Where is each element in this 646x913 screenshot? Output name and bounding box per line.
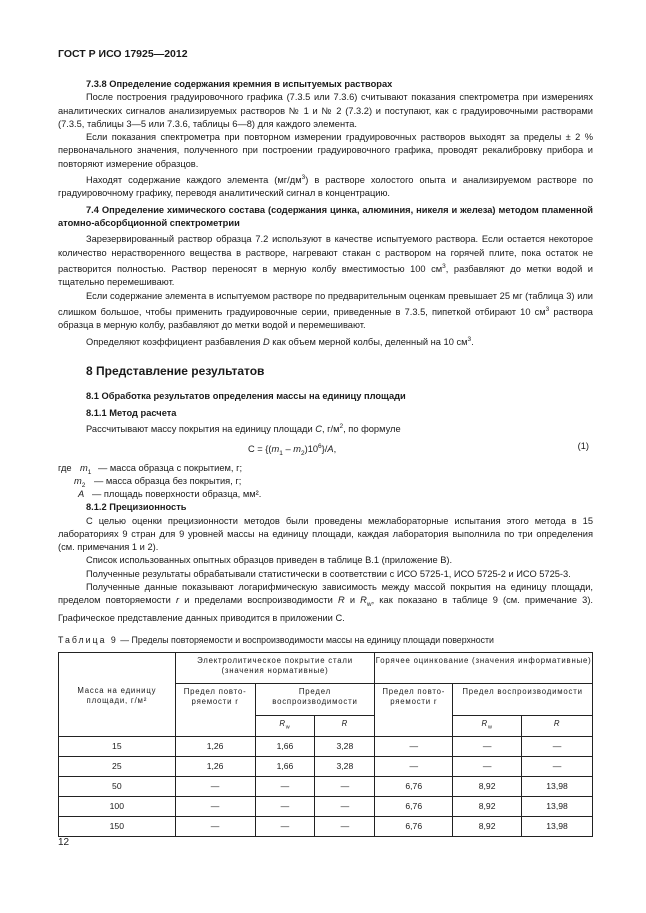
table-cell: —	[175, 797, 255, 817]
table-cell: —	[375, 757, 453, 777]
table-cell: 1,66	[255, 737, 315, 757]
table-cell: 25	[59, 757, 176, 777]
group-electrolytic-header: Электролитическое покрытие стали (значения нормативные)	[175, 653, 375, 684]
table-cell: —	[375, 737, 453, 757]
paragraph: Рассчитывают массу покрытия на единицу площади С, $г/м^2$, по формуле	[86, 422, 401, 434]
section-7-4-heading: 7.4 Определение химического состава (содержания цинка, алюминия, никеля и железа) методом пламенной атомно-абсорбционной спектрометрии	[58, 204, 593, 229]
where-line: $m_2$ — масса образца без покрытия, г;	[74, 476, 242, 490]
paragraph: С целью оценки прецизионности методов были проведены межлабораторные испытания этого метода в 15 лабораториях 9 стран для 9 уровней массы на единицу площади, каждая лаборатория выполнила по три определения (см. примечания 1 и 2).	[58, 515, 593, 553]
table-cell: 8,92	[453, 777, 522, 797]
table-cell: —	[255, 817, 315, 837]
where-line: А — площадь поверхности образца, мм².	[78, 489, 262, 500]
table-caption: Таблица 9 — Пределы повторяемости и воспроизводимости массы на единицу площади поверхности	[58, 634, 494, 645]
table-body	[59, 737, 593, 837]
section-8-heading: 8 Представление результатов	[86, 364, 265, 379]
table-cell: —	[453, 757, 522, 777]
formula-number: (1)	[577, 441, 589, 452]
paragraph: Зарезервированный раствор образца 7.2 используют в качестве испытуемого раствора. Если остается некоторое количество нерастворенного вещества в растворе, нагревают стакан с раствором на горячей плите, пока остаток не растворится полностью. Раствор переносят в мерную колбу вместимостью 100 $см^3$, разбавляют до метки водой и тщательно перемешивают.	[58, 234, 593, 288]
table-row	[59, 797, 593, 817]
rw-header-2: $R_w$	[453, 716, 522, 737]
r-header-2: R	[522, 716, 593, 737]
paragraph: После построения градуировочного графика (7.3.5 или 7.3.6) считывают показания спектрометра при измерениях аналитических сигналов анализируемых растворов № 1 и № 2 (7.3.2) и поступают, как с градуировочными растворами (7.3.5, таблицы 3—5 или 7.3.6, таблицы 6—8) для каждого элемента.	[58, 92, 593, 129]
r-header-1: R	[315, 716, 375, 737]
table-cell: 3,28	[315, 757, 375, 777]
rw-header-1: $R_w$	[255, 716, 315, 737]
table-row	[59, 777, 593, 797]
table-cell: 1,26	[175, 757, 255, 777]
paragraph: Список использованных опытных образцов приведен в таблице В.1 (приложение В).	[86, 555, 453, 566]
table-cell: 150	[59, 817, 176, 837]
table-cell: —	[315, 817, 375, 837]
repeatability-header-1: Предел повто-ряемости r	[175, 684, 255, 737]
table-cell: 8,92	[453, 817, 522, 837]
paragraph: Полученные данные показывают логарифмическую зависимость между массой покрытия на единицу площади, пределом повторяемости r и пределами воспроизводимости R и $R_w$, как показано в таблице 9 (см. примечание 3). Графическое представление данных приводится в приложении С.	[58, 582, 594, 623]
where-line: где $m_1$ — масса образца с покрытием, г;	[58, 463, 243, 477]
table-cell: —	[522, 737, 593, 757]
section-7-3-8-heading: 7.3.8 Определение содержания кремния в испытуемых растворах	[86, 79, 393, 89]
section-8-1-1-heading: 8.1.1 Метод расчета	[86, 407, 177, 418]
col-mass-header: Масса на единицу площади, г/м²	[59, 653, 176, 737]
table-cell: —	[315, 777, 375, 797]
table-cell: 13,98	[522, 777, 593, 797]
page-content	[58, 78, 593, 837]
table-cell: 3,28	[315, 737, 375, 757]
table-9	[58, 652, 593, 837]
paragraph: Полученные результаты обрабатывали статистически в соответствии с ИСО 5725-1, ИСО 5725-2 и ИСО 5725-3.	[86, 568, 571, 579]
group-hot-dip-header: Горячее оцинкование (значения информативные)	[375, 653, 593, 684]
table-cell: 1,26	[175, 737, 255, 757]
table-cell: 6,76	[375, 777, 453, 797]
table-cell: —	[522, 757, 593, 777]
table-cell: 13,98	[522, 817, 593, 837]
formula-expression: $С = \{(m_1 - m_2)10^6\}/А$,	[248, 443, 337, 458]
paragraph: Если показания спектрометра при повторном измерении градуировочных растворов выходят за пределы ± 2 % первоначального значения, полученного при построении градуировочного графика, проводят рекалибровку прибора и повторяют измерение образцов.	[58, 132, 593, 169]
paragraph: Определяют коэффициент разбавления D как объем мерной колбы, деленный на 10 $см^3$.	[86, 335, 474, 347]
section-8-1-2-heading: 8.1.2 Прецизионность	[86, 502, 187, 513]
reproducibility-header-1: Предел воспроизводимости	[255, 684, 375, 716]
table-cell: 8,92	[453, 797, 522, 817]
table-cell: 6,76	[375, 817, 453, 837]
table-cell: —	[255, 777, 315, 797]
table-cell: 15	[59, 737, 176, 757]
page-number: 12	[58, 837, 70, 848]
table-cell: —	[315, 797, 375, 817]
table-cell: —	[453, 737, 522, 757]
document-header: ГОСТ Р ИСО 17925—2012	[58, 48, 188, 60]
reproducibility-header-2: Предел воспроизводимости	[453, 684, 593, 716]
table-cell: 6,76	[375, 797, 453, 817]
formula-1	[58, 440, 593, 456]
table-cell: 13,98	[522, 797, 593, 817]
table-cell: 50	[59, 777, 176, 797]
paragraph: Если содержание элемента в испытуемом растворе по предварительным оценкам превышает 25 мг (таблица 3) или слишком большое, чтобы применить градуировочные серии, приведенные в 7.3.5, пипеткой отбирают 10 $см^3$ раствора образца в мерную колбу, разбавляют до метки водой и перемешивают.	[58, 290, 593, 331]
table-cell: —	[255, 797, 315, 817]
table-cell: 1,66	[255, 757, 315, 777]
table-row	[59, 737, 593, 757]
repeatability-header-2: Предел повто-ряемости r	[375, 684, 453, 737]
table-row	[59, 817, 593, 837]
section-8-1-heading: 8.1 Обработка результатов определения массы на единицу площади	[86, 391, 406, 402]
paragraph: Находят содержание каждого элемента $(мг/дм^3)$ в растворе холостого опыта и анализируемом растворе по градуировочному графику, переводя аналитический сигнал в концентрацию.	[58, 174, 593, 199]
table-cell: —	[175, 777, 255, 797]
table-row	[59, 757, 593, 777]
table-cell: 100	[59, 797, 176, 817]
table-cell: —	[175, 817, 255, 837]
